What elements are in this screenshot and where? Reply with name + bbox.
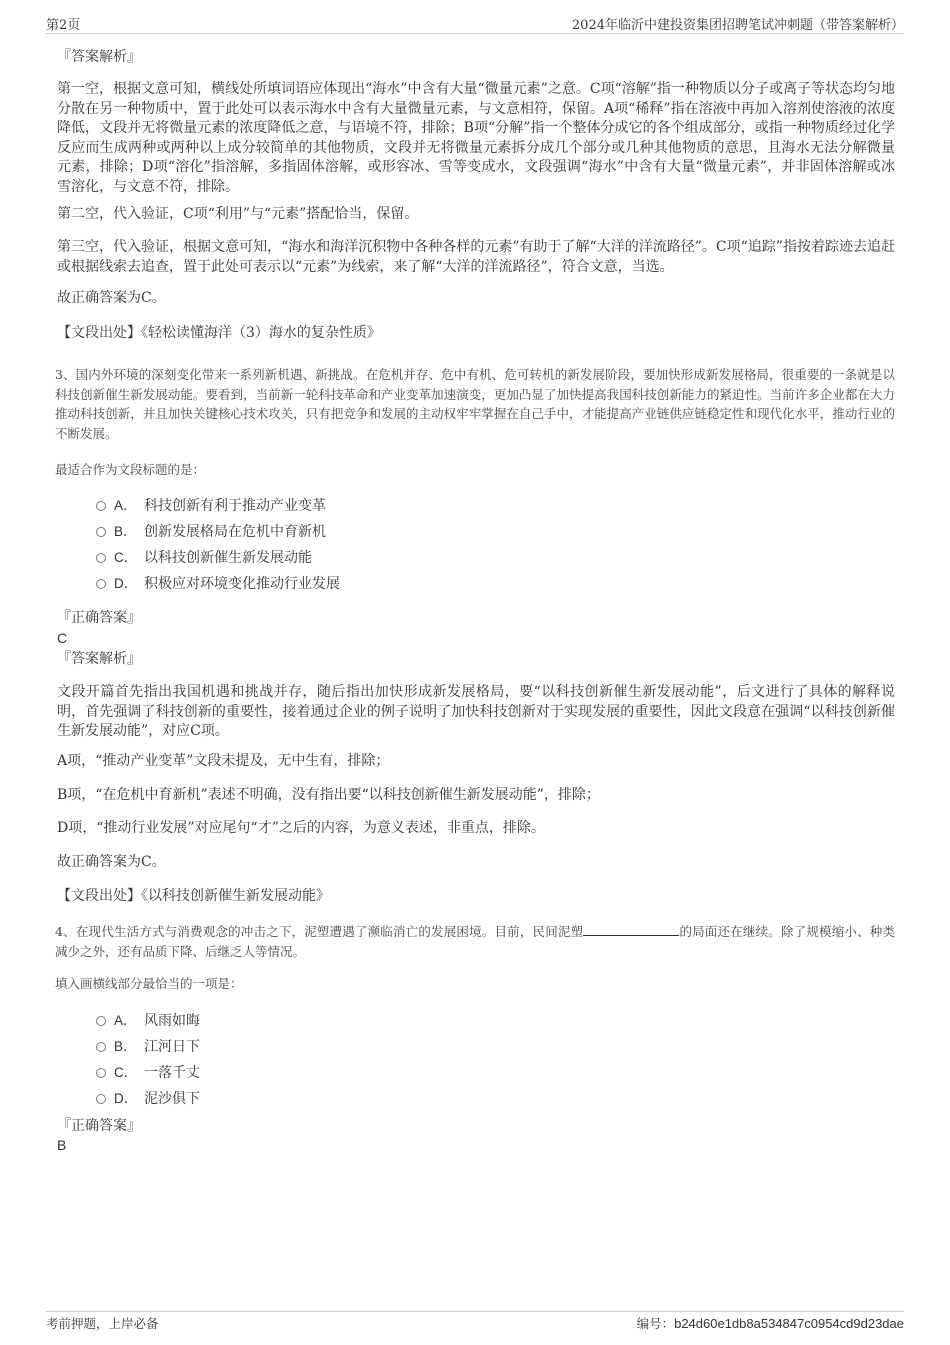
q4-prompt: 填入画横线部分最恰当的一项是： xyxy=(55,976,243,991)
q3-option-b[interactable]: B． 创新发展格局在危机中育新机 xyxy=(96,522,326,542)
q3-conclusion: 故正确答案为C。 xyxy=(57,854,166,870)
q4-stem: 4、在现代生活方式与消费观念的冲击之下，泥塑遭遇了濒临消亡的发展困境。目前，民间泥塑 的局面还在继续。除了规模缩小、种类减少之外，还有品质下降、后继乏人等情况。 xyxy=(55,924,895,959)
prev-source: 【文段出处】《轻松读懂海洋（3）海水的复杂性质》 xyxy=(57,325,381,341)
prev-analysis-p2: 第二空，代入验证，C项“利用”与“元素”搭配恰当，保留。 xyxy=(57,206,419,222)
radio-icon[interactable] xyxy=(96,501,106,511)
q3-analysis-p1: 文段开篇首先指出我国机遇和挑战并存，随后指出加快形成新发展格局，要“以科技创新催生新发展动能”，后文进行了具体的解释说明，首先强调了科技创新的重要性，接着通过企业的例子说明了加快科技创新对于实现发展的重要性，因此文段意在强调“以科技创新催生新发展动能”，对应C项。 xyxy=(57,684,895,739)
q3-prompt: 最适合作为文段标题的是： xyxy=(55,462,206,477)
q4-answer-label: 『正确答案』 xyxy=(57,1118,141,1134)
prev-analysis-label: 『答案解析』 xyxy=(57,49,141,65)
prev-conclusion: 故正确答案为C。 xyxy=(57,290,166,306)
header-divider xyxy=(46,33,904,34)
q3-analysis-p3: B项，“在危机中育新机”表述不明确，没有指出要“以科技创新催生新发展动能”，排除； xyxy=(57,787,600,803)
q4-answer: B xyxy=(57,1137,67,1153)
q3-answer: C xyxy=(57,630,68,646)
q3-analysis-p4: D项，“推动行业发展”对应尾句“才”之后的内容，为意义表述，非重点，排除。 xyxy=(57,820,545,836)
q3-option-c[interactable]: C． 以科技创新催生新发展动能 xyxy=(96,548,312,568)
q3-analysis-p2: A项，“推动产业变革”文段未提及，无中生有，排除； xyxy=(57,753,390,769)
footer-motto: 考前押题，上岸必备 xyxy=(46,1316,159,1331)
q3-stem: 3、国内外环境的深刻变化带来一系列新机遇、新挑战。在危机并存、危中有机、危可转机的新发展阶段，要加快形成新发展格局，很重要的一条就是以科技创新催生新发展动能。要看到，当前新一轮科技革命和产业变革加速演变，更加凸显了加快提高我国科技创新能力的紧迫性。当前许多企业都在大力推动科技创新，并且加快关键核心技术攻关，只有把竞争和发展的主动权牢牢掌握在自己手中，才能提高产业链供应链稳定性和现代化水平，推动行业的不断发展。 xyxy=(55,367,895,441)
q4-option-d[interactable]: D． 泥沙俱下 xyxy=(96,1089,200,1109)
radio-icon[interactable] xyxy=(96,579,106,589)
radio-icon[interactable] xyxy=(96,1094,106,1104)
footer-divider xyxy=(46,1311,904,1312)
radio-icon[interactable] xyxy=(96,1016,106,1026)
q3-source: 【文段出处】《以科技创新催生新发展动能》 xyxy=(57,888,330,904)
q4-option-a[interactable]: A． 风雨如晦 xyxy=(96,1011,200,1031)
q3-option-a[interactable]: A． 科技创新有利于推动产业变革 xyxy=(96,496,326,516)
q4-option-b[interactable]: B． 江河日下 xyxy=(96,1037,200,1057)
radio-icon[interactable] xyxy=(96,553,106,563)
q4-option-c[interactable]: C． 一落千丈 xyxy=(96,1063,200,1083)
document-code: 编号：b24d60e1db8a534847c0954cd9d23dae xyxy=(636,1316,904,1331)
q3-answer-label: 『正确答案』 xyxy=(57,610,141,626)
fill-blank xyxy=(583,923,679,936)
q3-option-d[interactable]: D． 积极应对环境变化推动行业发展 xyxy=(96,574,340,594)
radio-icon[interactable] xyxy=(96,527,106,537)
page-header xyxy=(46,14,904,32)
radio-icon[interactable] xyxy=(96,1042,106,1052)
prev-analysis-p1: 第一空，根据文意可知，横线处所填词语应体现出“海水”中含有大量“微量元素”之意。C项“溶解”指一种物质以分子或离子等状态均匀地分散在另一种物质中，置于此处可以表示海水中含有大量微量元素，与文意相符，保留。A项“稀释”指在溶液中再加入溶剂使溶液的浓度降低，文段并无将微量元素的浓度降低之意，与语境不符，排除；B项“分解”指一个整体分成它的各个组成部分，或指一种物质经过化学反应而生成两种或两种以上成分较简单的其他物质，文段并无将微量元素拆分成几个部分或几种其他物质的意思，且海水无法分解微量元素，排除；D项“溶化”指溶解，多指固体溶解，或形容冰、雪等变成水，文段强调“海水”中含有大量“微量元素”，并非固体溶解或冰雪溶化，与文意不符，排除。 xyxy=(57,81,895,195)
prev-analysis-p3: 第三空，代入验证，根据文意可知，“海水和海洋沉积物中各种各样的元素”有助于了解“大洋的洋流路径”。C项“追踪”指按着踪迹去追赶或根据线索去追查，置于此处可表示以“元素”为线索，来了解“大洋的洋流路径”，符合文意，当选。 xyxy=(57,239,895,275)
radio-icon[interactable] xyxy=(96,1068,106,1078)
document-title: 2024年临沂中建投资集团招聘笔试冲刺题（带答案解析） xyxy=(571,18,904,33)
page-number: 第2页 xyxy=(46,18,81,33)
q3-analysis-label: 『答案解析』 xyxy=(57,651,141,667)
